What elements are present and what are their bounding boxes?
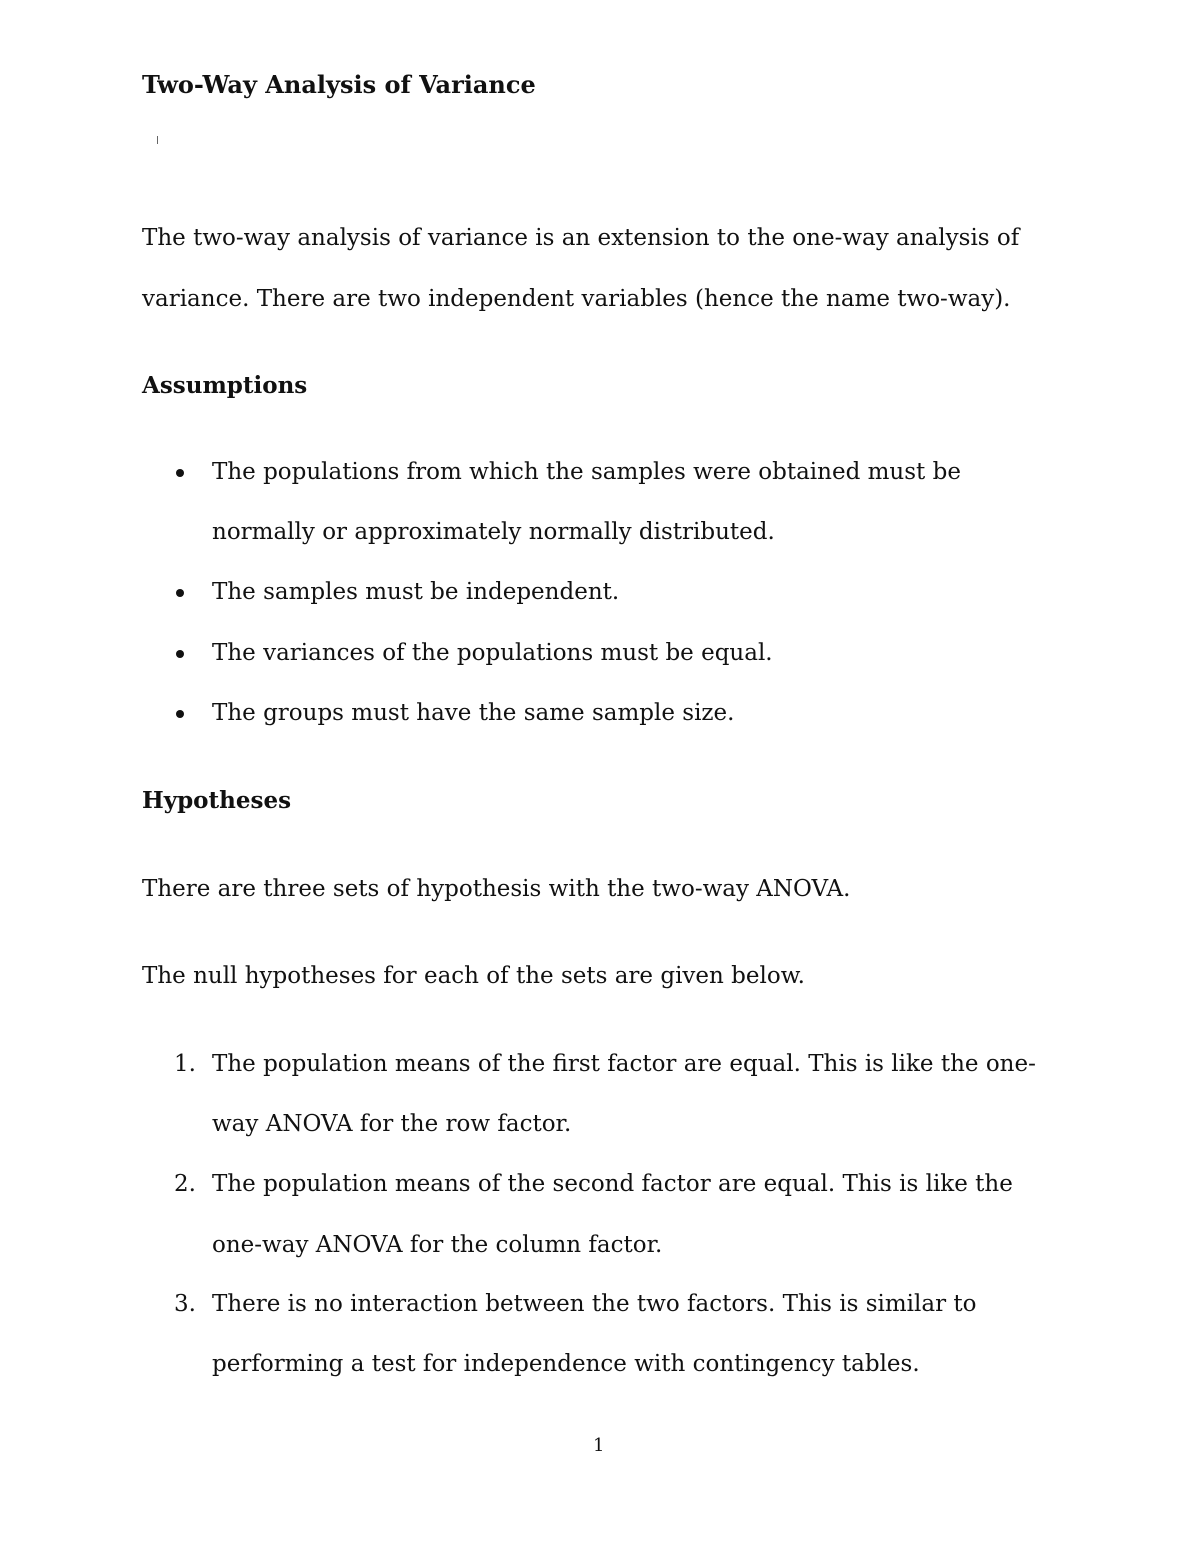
bullet-icon: [176, 469, 184, 477]
list-item-text: The population means of the second factor are equal. This is like the: [212, 1171, 1013, 1197]
bullet-icon: [176, 589, 184, 597]
list-item-text: The samples must be independent.: [212, 579, 620, 605]
list-item-text-continued: way ANOVA for the row factor.: [212, 1111, 572, 1137]
list-number: 3.: [174, 1291, 196, 1317]
list-item-text-continued: normally or approximately normally distributed.: [212, 519, 775, 545]
list-item-text: The variances of the populations must be equal.: [212, 640, 773, 666]
list-item-text: The population means of the first factor are equal. This is like the one-: [212, 1051, 1036, 1077]
intro-line-1: The two-way analysis of variance is an extension to the one-way analysis of: [142, 225, 1020, 251]
page-number: 1: [593, 1435, 605, 1456]
list-item-text: The populations from which the samples were obtained must be: [212, 459, 961, 485]
list-number: 2.: [174, 1171, 196, 1197]
hypotheses-heading: Hypotheses: [142, 787, 292, 814]
list-item-text: There is no interaction between the two factors. This is similar to: [212, 1291, 977, 1317]
hypotheses-paragraph-1: There are three sets of hypothesis with the two-way ANOVA.: [142, 876, 851, 902]
bullet-icon: [176, 650, 184, 658]
bullet-icon: [176, 710, 184, 718]
intro-line-2: variance. There are two independent variables (hence the name two-way).: [142, 286, 1011, 312]
hypotheses-paragraph-2: The null hypotheses for each of the sets are given below.: [142, 963, 805, 989]
list-item-text: The groups must have the same sample size.: [212, 700, 735, 726]
assumptions-heading: Assumptions: [142, 372, 308, 399]
stray-mark: [157, 136, 158, 144]
list-number: 1.: [174, 1051, 196, 1077]
list-item-text-continued: one-way ANOVA for the column factor.: [212, 1232, 663, 1258]
document-title: Two-Way Analysis of Variance: [142, 70, 536, 99]
list-item-text-continued: performing a test for independence with contingency tables.: [212, 1351, 920, 1377]
